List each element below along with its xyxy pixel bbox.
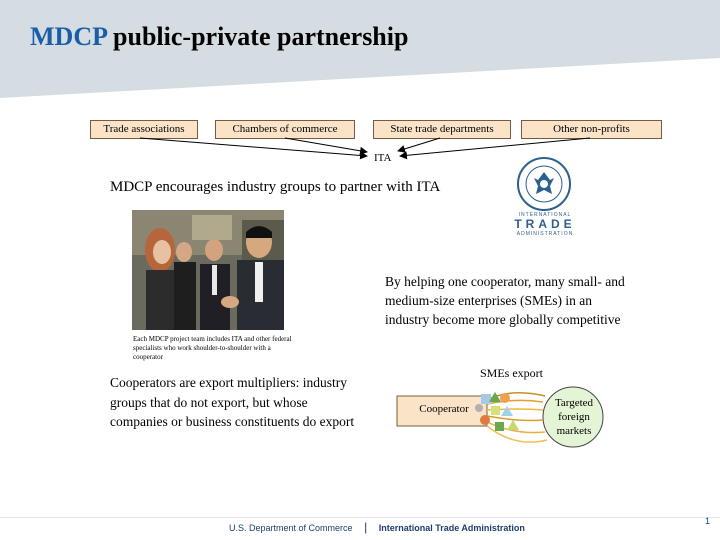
ita-logo — [512, 212, 578, 237]
ita-label: ITA — [374, 152, 392, 164]
arrow-other-non-profits — [400, 138, 590, 156]
team-photo — [132, 210, 284, 330]
logo-line-2: TRADE — [514, 217, 576, 231]
commerce-seal-icon — [516, 156, 572, 212]
logo-line-3: ADMINISTRATION — [516, 231, 574, 237]
footer-divider — [0, 517, 720, 518]
partner-box-trade-associations: Trade associations — [90, 120, 198, 139]
encourage-text: MDCP encourages industry groups to partner with ITA — [110, 179, 441, 195]
footer-org: International Trade Administration — [378, 523, 525, 533]
arrow-chambers-of-commerce — [285, 138, 367, 152]
slide-title — [30, 22, 408, 52]
footer-separator: | — [364, 520, 368, 534]
partner-box-other-non-profits: Other non-profits — [521, 120, 662, 139]
partner-box-state-trade-departments: State trade departments — [373, 120, 511, 139]
smes-export-label: SMEs export — [480, 366, 543, 380]
cooperator-label: Cooperator — [419, 403, 469, 415]
partner-box-chambers-of-commerce: Chambers of commerce — [215, 120, 355, 139]
page-number: 1 — [705, 516, 711, 526]
arrow-state-trade-departments — [398, 138, 440, 151]
footer — [229, 520, 525, 534]
photo-caption: Each MDCP project team includes ITA and other federal specialists who work shoulder-to-shoulder with a cooperator — [133, 335, 292, 361]
logo-line-1: INTERNATIONAL — [518, 212, 572, 218]
footer-dept: U.S. Department of Commerce — [229, 523, 353, 533]
helping-text: By helping one cooperator, many small- and medium-size enterprises (SMEs) in an industry become more globally competitive — [385, 274, 625, 327]
target-markets-label: Targeted foreign markets — [554, 397, 594, 437]
title-rest: public-private partnership — [106, 22, 409, 51]
arrow-trade-associations — [140, 138, 367, 156]
cooperators-text: Cooperators are export multipliers: industry groups that do not export, but whose companies or business constituents do export — [110, 375, 355, 429]
title-accent: MDCP — [30, 22, 107, 51]
